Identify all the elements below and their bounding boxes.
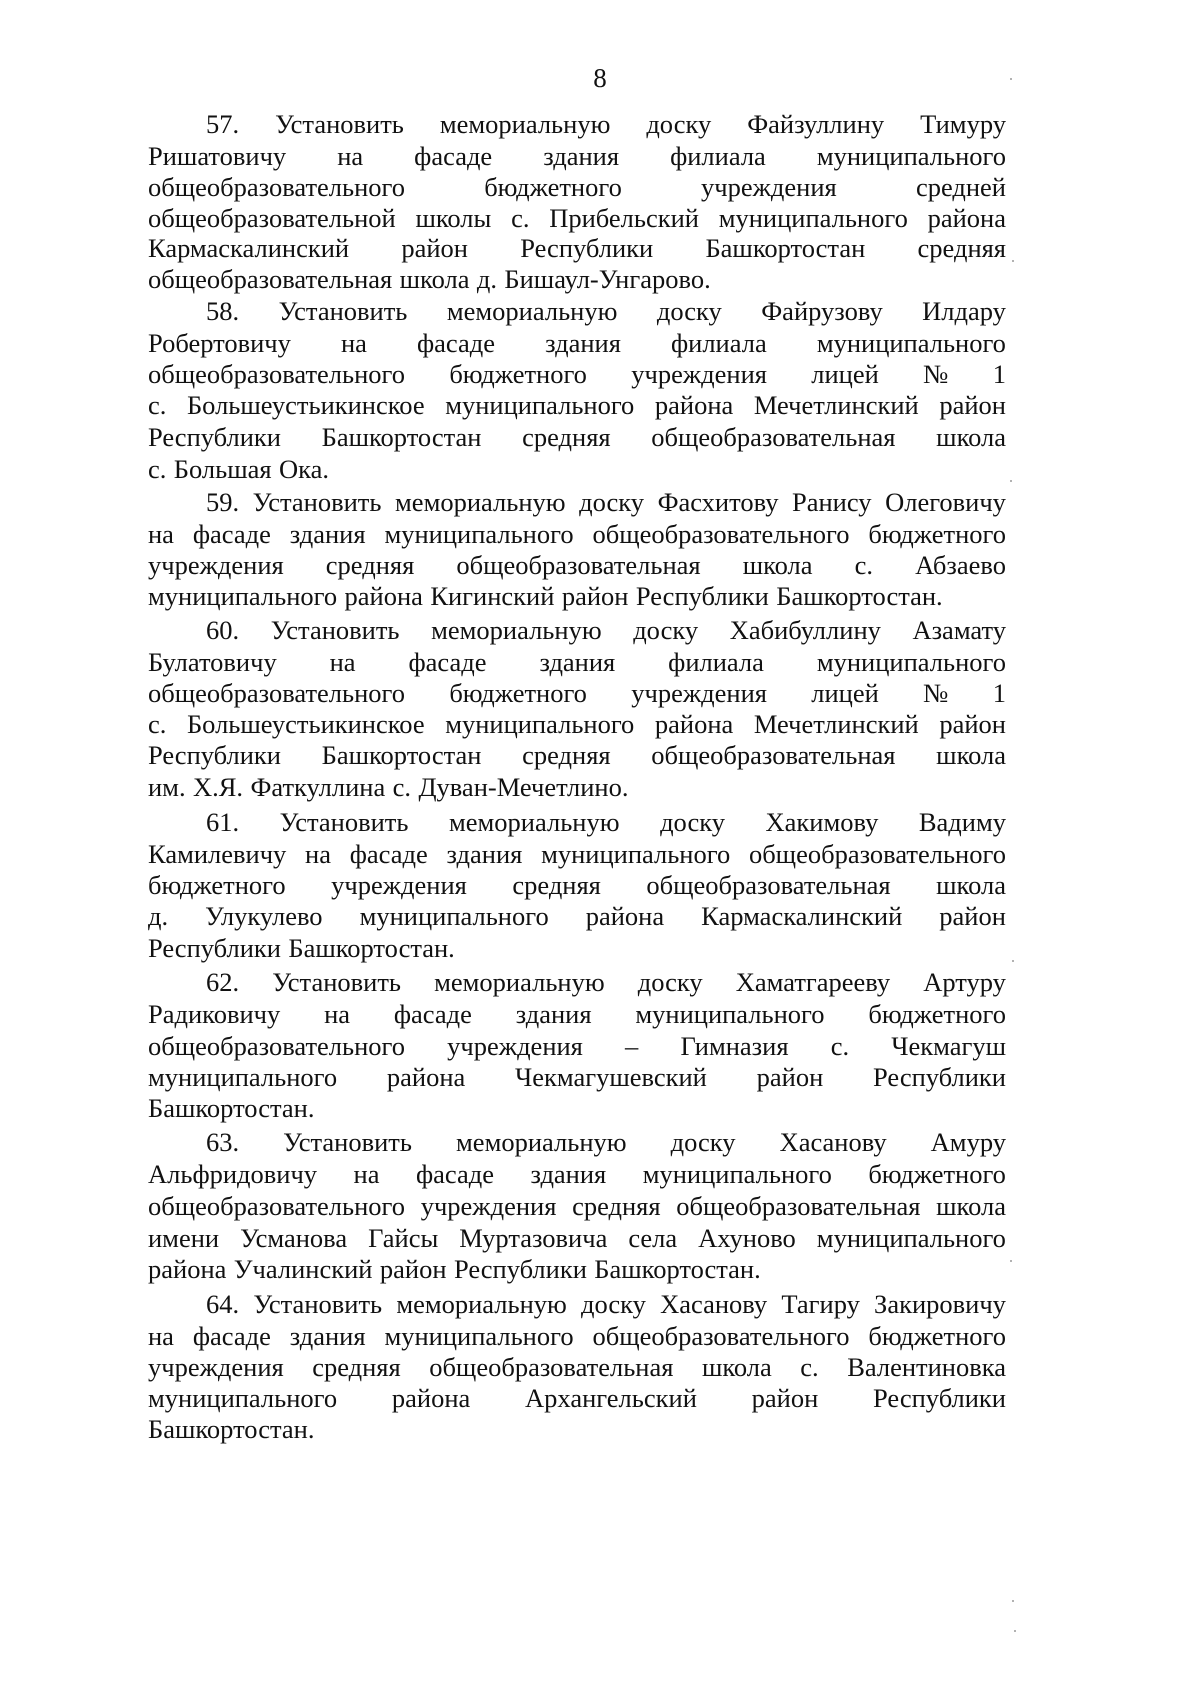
word: общеобразовательного bbox=[748, 839, 1006, 869]
word: фасаде bbox=[415, 1159, 494, 1189]
word: общеобразовательного bbox=[148, 359, 405, 389]
word: мемориальную bbox=[395, 487, 566, 517]
word: района bbox=[148, 1254, 227, 1284]
word: общеобразовательная bbox=[429, 1352, 674, 1382]
word: с. bbox=[854, 550, 873, 580]
word: общеобразовательная bbox=[651, 740, 896, 770]
word: общеобразовательного bbox=[148, 1191, 405, 1221]
word: Радиковичу bbox=[148, 999, 281, 1029]
text-line bbox=[206, 1126, 1006, 1158]
word: 63. bbox=[206, 1127, 240, 1157]
word: Установить bbox=[272, 967, 402, 997]
word: средняя bbox=[512, 870, 601, 900]
word: фасаде bbox=[192, 1321, 271, 1351]
word: муниципального bbox=[816, 141, 1006, 171]
word: 61. bbox=[206, 807, 240, 837]
word: средняя bbox=[572, 1191, 661, 1221]
word: Установить bbox=[275, 109, 404, 139]
word: бюджетного bbox=[449, 359, 587, 389]
word: Мечетлинский bbox=[753, 390, 919, 420]
word: муниципального bbox=[445, 709, 635, 739]
text-line bbox=[148, 171, 1006, 203]
word: им. bbox=[148, 772, 186, 802]
word: доску bbox=[581, 1289, 646, 1319]
text-line bbox=[148, 646, 1006, 678]
word: на bbox=[148, 1321, 174, 1351]
word: Азамату bbox=[912, 615, 1006, 645]
text-line bbox=[148, 1320, 1006, 1352]
word: Муртазовича bbox=[459, 1223, 608, 1253]
word: Чекмагуш bbox=[891, 1031, 1006, 1061]
word: Чекмагушевский bbox=[515, 1062, 707, 1092]
word: здания bbox=[289, 1321, 366, 1351]
word: учреждения bbox=[420, 1191, 557, 1221]
scan-speck bbox=[1012, 960, 1014, 962]
word: с. bbox=[800, 1352, 819, 1382]
text-line bbox=[148, 421, 1006, 453]
text-line bbox=[148, 202, 1006, 234]
word: муниципального bbox=[642, 1159, 832, 1189]
word: села bbox=[628, 1223, 678, 1253]
text-line bbox=[148, 1190, 1006, 1222]
word: общеобразовательного bbox=[148, 172, 405, 202]
word: Тимуру bbox=[920, 109, 1006, 139]
text-line bbox=[148, 389, 1006, 421]
word: Фасхитову bbox=[657, 487, 779, 517]
word: муниципального bbox=[148, 581, 338, 611]
word: средняя bbox=[522, 422, 611, 452]
text-line bbox=[148, 677, 1006, 709]
word: Установить bbox=[270, 615, 400, 645]
word: средняя bbox=[917, 233, 1006, 263]
text-line bbox=[148, 263, 1006, 295]
word: на bbox=[324, 999, 351, 1029]
scan-speck bbox=[1012, 1600, 1014, 1602]
word: Башкортостан. bbox=[148, 1093, 315, 1123]
word: фасаде bbox=[417, 328, 496, 358]
word: бюджетного bbox=[868, 1159, 1006, 1189]
text-line bbox=[148, 140, 1006, 172]
word: здания bbox=[515, 999, 592, 1029]
word: Булатовичу bbox=[148, 647, 277, 677]
word: общеобразовательная bbox=[646, 870, 891, 900]
word: Мечетлинский bbox=[753, 709, 919, 739]
word: Республики bbox=[520, 233, 654, 263]
word: учреждения bbox=[148, 1352, 284, 1382]
word: мемориальную bbox=[431, 615, 602, 645]
word: Башкортостан bbox=[321, 422, 482, 452]
word: Республики bbox=[873, 1062, 1006, 1092]
word: Артуру bbox=[923, 967, 1006, 997]
word: общеобразовательная bbox=[148, 264, 393, 294]
word: муниципального bbox=[148, 1062, 338, 1092]
word: мемориальную bbox=[449, 807, 620, 837]
word: Учалинский bbox=[233, 1254, 373, 1284]
word: Башкортостан. bbox=[776, 581, 943, 611]
word: муниципального bbox=[148, 1383, 338, 1413]
word: Тагиру bbox=[781, 1289, 860, 1319]
word: средней bbox=[915, 172, 1006, 202]
word: общеобразовательного bbox=[148, 678, 405, 708]
text-line bbox=[206, 1288, 1006, 1320]
word: Хакимову bbox=[765, 807, 879, 837]
word: Установить bbox=[252, 487, 382, 517]
text-line bbox=[206, 966, 1006, 998]
word: Файзуллину bbox=[747, 109, 885, 139]
word: общеобразовательного bbox=[148, 1031, 405, 1061]
word: Хасанову bbox=[660, 1289, 768, 1319]
scan-speck bbox=[1010, 1260, 1012, 1262]
word: имени bbox=[148, 1223, 220, 1253]
word: с. bbox=[148, 709, 167, 739]
word: Кармаскалинский bbox=[148, 233, 350, 263]
word: общеобразовательного bbox=[592, 1321, 850, 1351]
word: учреждения bbox=[148, 550, 284, 580]
word: Большеустьикинское bbox=[186, 709, 425, 739]
word: бюджетного bbox=[484, 172, 622, 202]
word: Ришатовичу bbox=[148, 141, 287, 171]
word: учреждения bbox=[331, 870, 467, 900]
text-line bbox=[148, 771, 1006, 803]
word: д. bbox=[476, 264, 497, 294]
word: здания bbox=[539, 647, 616, 677]
word: доску bbox=[670, 1127, 736, 1157]
word: бюджетного bbox=[449, 678, 587, 708]
word: с. bbox=[148, 454, 167, 484]
word: бюджетного bbox=[868, 999, 1006, 1029]
word: школа bbox=[742, 550, 813, 580]
word: учреждения bbox=[631, 359, 767, 389]
word: Прибельский bbox=[549, 203, 699, 233]
word: Установить bbox=[279, 807, 409, 837]
word: мемориальную bbox=[446, 296, 618, 326]
text-line bbox=[206, 614, 1006, 646]
word: Установить bbox=[278, 296, 408, 326]
scan-speck bbox=[1014, 1630, 1016, 1632]
text-line bbox=[148, 869, 1006, 901]
word: 64. bbox=[206, 1289, 240, 1319]
word: лицей bbox=[811, 678, 879, 708]
word: филиала bbox=[670, 141, 766, 171]
word: Альфридовичу bbox=[148, 1159, 318, 1189]
word: на bbox=[305, 839, 331, 869]
word: мемориальную bbox=[434, 967, 605, 997]
word: муниципального bbox=[816, 647, 1006, 677]
word: Установить bbox=[253, 1289, 383, 1319]
word: 1 bbox=[992, 359, 1006, 389]
word: фасаде bbox=[408, 647, 487, 677]
word: фасаде bbox=[192, 519, 271, 549]
word: 1 bbox=[992, 678, 1006, 708]
word: муниципального bbox=[445, 390, 635, 420]
text-line bbox=[148, 838, 1006, 870]
word: фасаде bbox=[393, 999, 472, 1029]
word: Республики bbox=[453, 1254, 587, 1284]
word: район bbox=[939, 390, 1006, 420]
word: Усманова bbox=[240, 1223, 348, 1253]
word: средняя bbox=[312, 1352, 401, 1382]
word: Робертовичу bbox=[148, 328, 291, 358]
word: доску bbox=[579, 487, 645, 517]
word: Гайсы bbox=[368, 1223, 439, 1253]
word: Башкортостан bbox=[705, 233, 866, 263]
word: филиала bbox=[668, 647, 764, 677]
word: с. bbox=[511, 203, 530, 233]
word: бюджетного bbox=[868, 1321, 1006, 1351]
word: Ахуново bbox=[698, 1223, 796, 1253]
word: общеобразовательная bbox=[456, 550, 701, 580]
word: Ранису bbox=[792, 487, 872, 517]
text-line bbox=[148, 232, 1006, 264]
word: общеобразовательная bbox=[651, 422, 896, 452]
word: Республики bbox=[148, 933, 281, 963]
word: Амуру bbox=[930, 1127, 1006, 1157]
text-line bbox=[148, 327, 1006, 359]
text-line bbox=[148, 739, 1006, 771]
text-line bbox=[148, 1222, 1006, 1254]
word: школа bbox=[936, 1191, 1006, 1221]
word: средняя bbox=[325, 550, 415, 580]
word: район bbox=[751, 1383, 819, 1413]
word: бюджетного bbox=[148, 870, 286, 900]
word: на bbox=[337, 141, 364, 171]
text-line bbox=[148, 549, 1006, 581]
word: район bbox=[379, 1254, 447, 1284]
word: средняя bbox=[522, 740, 611, 770]
word: школа bbox=[701, 1352, 772, 1382]
text-line bbox=[148, 1413, 1006, 1445]
scan-speck bbox=[1010, 78, 1012, 80]
word: филиала bbox=[670, 328, 767, 358]
word: Вадиму bbox=[918, 807, 1006, 837]
word: Хаматгарееву bbox=[735, 967, 891, 997]
text-line bbox=[148, 1253, 1006, 1285]
word: район bbox=[756, 1062, 824, 1092]
text-line bbox=[148, 1030, 1006, 1062]
word: мемориальную bbox=[396, 1289, 567, 1319]
word: Валентиновка bbox=[847, 1352, 1006, 1382]
word: муниципального bbox=[635, 999, 825, 1029]
word: Бишаул-Унгарово. bbox=[504, 264, 711, 294]
word: Башкортостан bbox=[321, 740, 482, 770]
word: общеобразовательной bbox=[148, 203, 396, 233]
word: здания bbox=[446, 839, 523, 869]
word: на bbox=[148, 519, 174, 549]
word: фасаде bbox=[349, 839, 428, 869]
word: Кармаскалинский bbox=[701, 901, 903, 931]
word: общеобразовательная bbox=[676, 1191, 921, 1221]
word: д. bbox=[148, 901, 169, 931]
text-line bbox=[148, 900, 1006, 932]
word: доску bbox=[646, 109, 712, 139]
word: район bbox=[939, 901, 1006, 931]
text-line bbox=[206, 806, 1006, 838]
word: доску bbox=[633, 615, 699, 645]
word: муниципального bbox=[816, 328, 1006, 358]
word: Олеговичу bbox=[885, 487, 1006, 517]
word: 57. bbox=[206, 109, 240, 139]
text-line bbox=[206, 108, 1006, 140]
word: № bbox=[923, 359, 949, 389]
word: Башкортостан. bbox=[148, 1414, 315, 1444]
word: лицей bbox=[811, 359, 879, 389]
text-line bbox=[148, 708, 1006, 740]
word: Установить bbox=[283, 1127, 412, 1157]
word: 58. bbox=[206, 296, 240, 326]
word: Республики bbox=[148, 422, 281, 452]
word: мемориальную bbox=[439, 109, 611, 139]
text-line bbox=[148, 1158, 1006, 1190]
word: учреждения bbox=[701, 172, 837, 202]
word: Гимназия bbox=[680, 1031, 789, 1061]
text-line bbox=[148, 998, 1006, 1030]
word: общеобразовательного bbox=[592, 519, 850, 549]
word: Абзаево bbox=[915, 550, 1006, 580]
word: Большая bbox=[173, 454, 272, 484]
word: район bbox=[939, 709, 1006, 739]
word: Большеустьикинское bbox=[186, 390, 425, 420]
word: Хасанову bbox=[779, 1127, 887, 1157]
word: на bbox=[340, 328, 367, 358]
word: на bbox=[329, 647, 356, 677]
word: доску bbox=[637, 967, 703, 997]
word: здания bbox=[530, 1159, 607, 1189]
word: Ока. bbox=[279, 454, 329, 484]
word: Республики bbox=[873, 1383, 1006, 1413]
word: здания bbox=[289, 519, 366, 549]
text-line bbox=[148, 1061, 1006, 1093]
text-line bbox=[148, 1092, 1006, 1124]
word: доску bbox=[660, 807, 725, 837]
word: муниципального bbox=[541, 839, 731, 869]
word: доску bbox=[656, 296, 722, 326]
word: Закировичу bbox=[874, 1289, 1006, 1319]
word: района bbox=[344, 581, 423, 611]
text-line bbox=[148, 358, 1006, 390]
word: района bbox=[654, 390, 734, 420]
word: Дуван-Мечетлино. bbox=[418, 772, 629, 802]
word: район bbox=[561, 581, 629, 611]
word: района bbox=[585, 901, 665, 931]
text-line bbox=[148, 580, 1006, 612]
word: здания bbox=[545, 328, 621, 358]
word: муниципального bbox=[384, 1321, 574, 1351]
word: муниципального bbox=[384, 519, 574, 549]
word: муниципального bbox=[718, 203, 908, 233]
word: школа bbox=[936, 740, 1006, 770]
word: муниципального bbox=[816, 1223, 1006, 1253]
word: района bbox=[654, 709, 734, 739]
text-line bbox=[148, 453, 1006, 485]
word: Хабибуллину bbox=[729, 615, 881, 645]
word: район bbox=[401, 233, 468, 263]
word: учреждения bbox=[631, 678, 767, 708]
word: Камилевичу bbox=[148, 839, 287, 869]
text-line bbox=[148, 1351, 1006, 1383]
word: Х.Я. bbox=[192, 772, 244, 802]
word: Фаткуллина bbox=[250, 772, 386, 802]
word: Башкортостан. bbox=[288, 933, 455, 963]
text-line bbox=[148, 518, 1006, 550]
word: района bbox=[927, 203, 1006, 233]
word: 60. bbox=[206, 615, 240, 645]
scan-speck bbox=[1010, 480, 1012, 482]
word: на bbox=[353, 1159, 380, 1189]
word: 59. bbox=[206, 487, 240, 517]
word: района bbox=[391, 1383, 471, 1413]
word: Архангельский bbox=[525, 1383, 697, 1413]
word: Республики bbox=[148, 740, 281, 770]
word: 62. bbox=[206, 967, 240, 997]
word: школы bbox=[415, 203, 492, 233]
word: № bbox=[923, 678, 949, 708]
page-number: 8 bbox=[593, 63, 607, 93]
word: школа bbox=[936, 870, 1006, 900]
word: учреждения bbox=[447, 1031, 583, 1061]
word: школа bbox=[936, 422, 1006, 452]
word: Улукулево bbox=[205, 901, 323, 931]
word: Файрузову bbox=[761, 296, 883, 326]
word: здания bbox=[543, 141, 620, 171]
word: района bbox=[386, 1062, 466, 1092]
word: муниципального bbox=[359, 901, 549, 931]
word: Башкортостан. bbox=[594, 1254, 761, 1284]
text-line bbox=[206, 486, 1006, 518]
word: с. bbox=[148, 390, 167, 420]
word: с. bbox=[392, 772, 412, 802]
text-line bbox=[148, 932, 1006, 964]
word: Республики bbox=[635, 581, 769, 611]
word: мемориальную bbox=[456, 1127, 627, 1157]
word: фасаде bbox=[414, 141, 493, 171]
word: – bbox=[625, 1031, 639, 1061]
text-line bbox=[148, 1382, 1006, 1414]
scan-speck bbox=[1012, 260, 1014, 262]
word: бюджетного bbox=[868, 519, 1006, 549]
word: с. bbox=[830, 1031, 850, 1061]
text-line bbox=[206, 295, 1006, 327]
word: Кигинский bbox=[430, 581, 555, 611]
word: школа bbox=[399, 264, 470, 294]
word: Илдару bbox=[922, 296, 1006, 326]
